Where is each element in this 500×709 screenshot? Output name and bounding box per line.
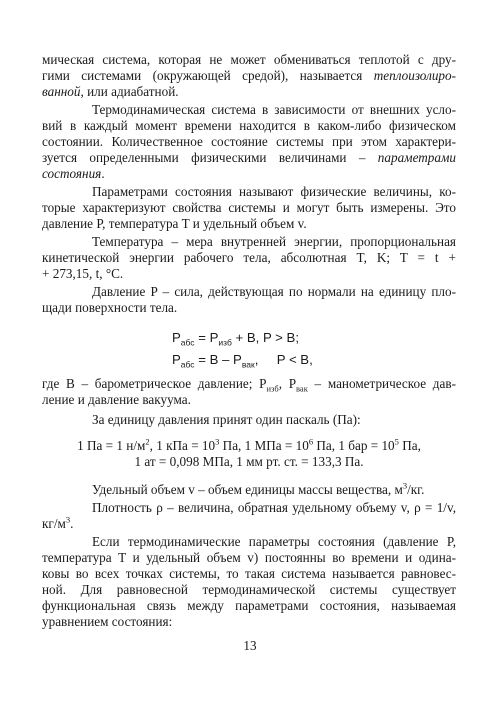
text-line: Плотность ρ – величина, обратная удельному объему v, ρ = 1/v, bbox=[92, 500, 456, 515]
text-line: ковы во всех точках системы, то такая система называется равновес- bbox=[42, 566, 456, 581]
text-line: гими системами (окружающей средой), называется теплоизолиро- bbox=[42, 68, 456, 83]
text-line: вий в каждый момент времени находится в каком-либо физическом bbox=[42, 118, 456, 133]
text-line: ванной, или адиабатной. bbox=[42, 84, 179, 99]
formula-absolute-pressure-1: $P_{абс} = P_{изб} + B$, P > B; bbox=[172, 330, 300, 348]
text-line: зуется определенными физическими величинами – параметрами bbox=[42, 150, 456, 165]
text-line: Параметрами состояния называют физические величины, ко- bbox=[92, 184, 456, 199]
text-line: кинетической энергии рабочего тела, абсолютная T, K; T = t + bbox=[42, 250, 456, 265]
formula-absolute-pressure-2: $P_{абс} = B - P_{вак}$, P < B, bbox=[172, 352, 313, 370]
text-line: + 273,15, t, °C. bbox=[42, 266, 124, 281]
units-line: 1 Па = 1 $н/м^2$, 1 кПа = $10^3$ Па, 1 МПа = $10^6$ Па, 1 бар = $10^5$ Па, bbox=[77, 436, 421, 453]
units-line: 1 ат = 0,098 МПа, 1 мм рт. ст. = 133,3 Па. bbox=[134, 454, 364, 469]
text-line: ление и давление вакуума. bbox=[42, 392, 191, 407]
text-line: Давление P – сила, действующая по нормали на единицу пло- bbox=[92, 284, 456, 299]
text-line: функциональная связь между параметрами состояния, называемая bbox=[42, 598, 456, 613]
text-line: мическая система, которая не может обмениваться теплотой с дру- bbox=[42, 52, 456, 67]
text-line: щади поверхности тела. bbox=[42, 300, 178, 315]
text-line: $кг/м^3$. bbox=[42, 514, 74, 531]
text-line: Если термодинамические параметры состояния (давление P, bbox=[92, 534, 456, 549]
text-line: температура T и удельный объем v) постоянны во времени и одина- bbox=[42, 550, 456, 565]
text-line: Термодинамическая система в зависимости от внешних усло- bbox=[92, 102, 456, 117]
text-line: ной. Для равновесной термодинамической системы существует bbox=[42, 582, 456, 597]
text-line: торые характеризуют свойства системы и могут быть измерены. Это bbox=[42, 200, 456, 215]
text-line: Температура – мера внутренней энергии, пропорциональная bbox=[92, 234, 456, 249]
page-number: 13 bbox=[243, 638, 257, 653]
text-line: где B – барометрическое давление; $P_{изб}$, $P_{вак}$ – манометрическое дав- bbox=[42, 376, 456, 394]
text-line: За единицу давления принят один паскаль (Па): bbox=[92, 412, 361, 427]
text-line: уравнением состояния: bbox=[42, 614, 173, 629]
text-line: давление P, температура T и удельный объем v. bbox=[42, 216, 307, 231]
text-line: состояния. bbox=[42, 166, 105, 181]
text-line: состоянии. Количественное состояние системы при этом характери- bbox=[42, 134, 456, 149]
text-line: Удельный объем v – объем единицы массы вещества, $м^3/кг$. bbox=[92, 480, 425, 497]
